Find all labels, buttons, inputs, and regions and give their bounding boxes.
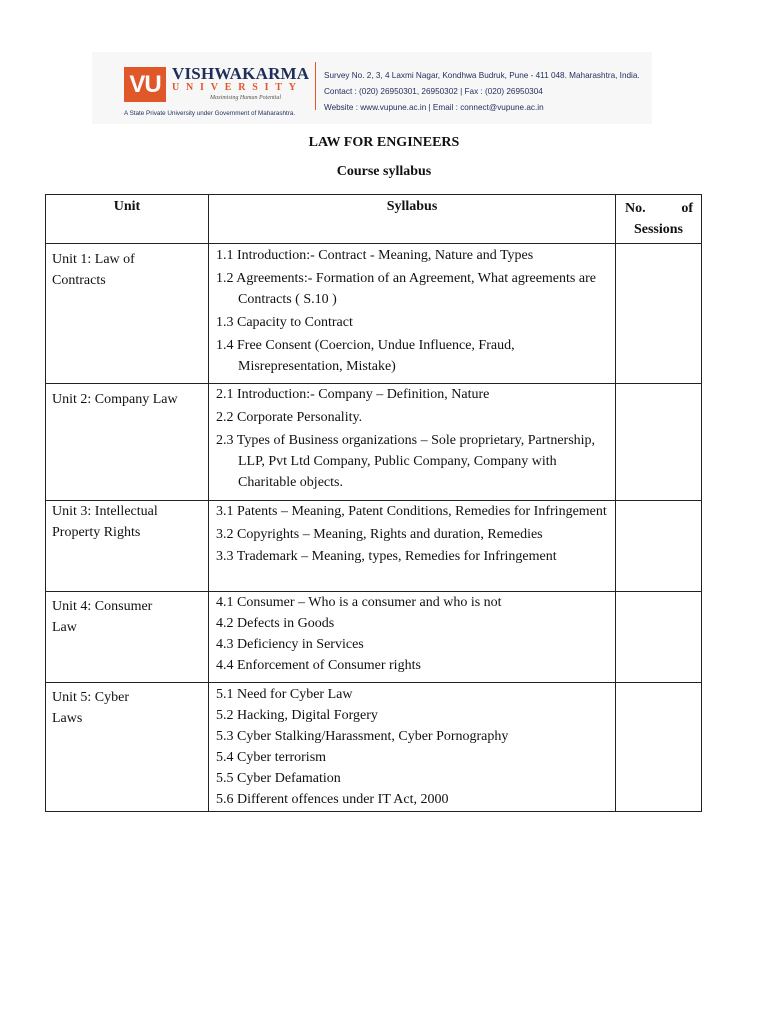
letterhead	[92, 52, 652, 124]
sessions-cell	[616, 501, 702, 592]
syllabus-item: 1.2 Agreements:- Formation of an Agreement, What agreements are Contracts ( S.10 )	[216, 271, 596, 307]
unit-title: Unit 2: Company Law	[52, 392, 178, 407]
syllabus-item: 2.3 Types of Business organizations – Sole proprietary, Partnership, LLP, Pvt Ltd Company, Public Company, Company with Charitable objects.	[216, 433, 596, 490]
syllabus-cell	[209, 244, 616, 384]
header-sessions-of: of	[681, 201, 693, 216]
table-row	[46, 683, 702, 812]
syllabus-item: 2.2 Corporate Personality.	[216, 410, 363, 425]
unit-cell	[46, 501, 209, 592]
unit-cell	[46, 683, 209, 812]
syllabus-item: 5.6 Different offences under IT Act, 2000	[216, 792, 449, 807]
syllabus-item: 1.1 Introduction:- Contract - Meaning, Nature and Types	[216, 248, 534, 263]
syllabus-item: 5.1 Need for Cyber Law	[216, 687, 353, 702]
document-subtitle: Course syllabus	[336, 164, 432, 179]
table-row	[46, 501, 702, 592]
document-title: LAW FOR ENGINEERS	[308, 135, 460, 150]
table-row	[46, 592, 702, 683]
syllabus-item: 3.3 Trademark – Meaning, types, Remedies for Infringement	[216, 549, 557, 564]
university-strap: A State Private University under Government of Maharashtra.	[124, 110, 296, 117]
university-sub: UNIVERSITY	[172, 82, 303, 93]
syllabus-item: 2.1 Introduction:- Company – Definition, Nature	[216, 387, 490, 402]
university-name: VISHWAKARMA	[172, 64, 310, 83]
header-unit: Unit	[46, 195, 209, 244]
unit-title: Unit 4: Consumer	[52, 599, 153, 614]
unit-cell	[46, 244, 209, 384]
syllabus-item: 1.4 Free Consent (Coercion, Undue Influence, Fraud, Misrepresentation, Mistake)	[216, 338, 515, 374]
syllabus-item: 4.4 Enforcement of Consumer rights	[216, 658, 421, 673]
unit-title: Unit 5: Cyber	[52, 690, 129, 705]
syllabus-item: 1.3 Capacity to Contract	[216, 315, 353, 330]
sessions-cell	[616, 384, 702, 501]
header-syllabus: Syllabus	[209, 195, 616, 244]
unit-cell	[46, 384, 209, 501]
header-sessions	[616, 195, 702, 244]
unit-cell	[46, 592, 209, 683]
website-line: Website : www.vupune.ac.in | Email : connect@vupune.ac.in	[324, 103, 544, 112]
letterhead-contact	[324, 68, 640, 116]
syllabus-item: 4.1 Consumer – Who is a consumer and who is not	[216, 595, 502, 610]
syllabus-cell	[209, 683, 616, 812]
unit-title: Property Rights	[52, 525, 141, 540]
unit-title: Unit 3: Intellectual	[52, 504, 158, 519]
syllabus-item: 4.2 Defects in Goods	[216, 616, 335, 631]
syllabus-cell	[209, 501, 616, 592]
syllabus-item: 3.1 Patents – Meaning, Patent Conditions, Remedies for Infringement	[216, 504, 607, 519]
contact-line: Contact : (020) 26950301, 26950302 | Fax : (020) 26950304	[324, 87, 543, 96]
table-header-row	[46, 195, 702, 244]
letterhead-divider	[315, 62, 316, 110]
syllabus-item: 3.2 Copyrights – Meaning, Rights and duration, Remedies	[216, 527, 543, 542]
syllabus-item: 4.3 Deficiency in Services	[216, 637, 364, 652]
syllabus-item: 5.5 Cyber Defamation	[216, 771, 341, 786]
syllabus-table	[45, 194, 702, 812]
header-sessions-label: Sessions	[633, 222, 684, 237]
header-sessions-no: No.	[625, 201, 646, 216]
unit-title: Law	[52, 620, 77, 635]
syllabus-item: 5.2 Hacking, Digital Forgery	[216, 708, 378, 723]
sessions-cell	[616, 592, 702, 683]
sessions-cell	[616, 683, 702, 812]
syllabus-item: 5.4 Cyber terrorism	[216, 750, 327, 765]
table-row	[46, 244, 702, 384]
address-line: Survey No. 2, 3, 4 Laxmi Nagar, Kondhwa Budruk, Pune - 411 048. Maharashtra, India.	[324, 71, 640, 80]
syllabus-item: 5.3 Cyber Stalking/Harassment, Cyber Pornography	[216, 729, 509, 744]
university-tagline: Maximising Human Potential	[210, 95, 281, 101]
unit-title: Contracts	[52, 273, 106, 288]
table-row	[46, 384, 702, 501]
sessions-cell	[616, 244, 702, 384]
syllabus-cell	[209, 592, 616, 683]
syllabus-cell	[209, 384, 616, 501]
unit-title: Unit 1: Law of	[52, 252, 135, 267]
university-logo: VU	[124, 67, 166, 102]
unit-title: Laws	[52, 711, 83, 726]
